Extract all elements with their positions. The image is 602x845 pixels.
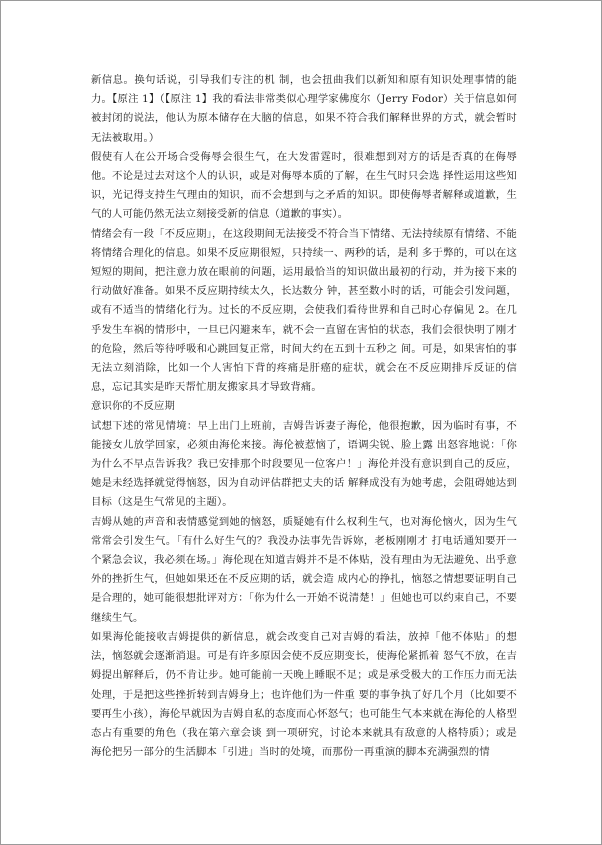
paragraph-insult-anger: 假使有人在公开场合受侮辱会很生气，在大发雷霆时，很难想到对方的话是否真的在侮辱他。不论是过去对这个人的认识，或是对侮辱本质的了解，在生气时只会选 择性运用这些知识，光记得支持生气理由的知识，而不会想到与之矛盾的知识。即使侮辱者解释或道歉，生气的人可能仍然无法立刻接受新的信息（道歉的事实）。 <box>91 150 517 221</box>
paragraph-scenario: 试想下述的常见情境：早上出门上班前，吉姆告诉妻子海伦，他很抱歉，因为临时有事，不能接女儿放学回家，必须由海伦来接。海伦被惹恼了，语调尖锐、脸上露 出怒容地说：「你为什么不早点告诉我？我已安排那个时段要见一位客户！」海伦并没有意识到自己的反应，她是未经选择就觉得恼怒，因为自动评估群把丈夫的话 解释成没有为她考虑，会阻碍她达到目标（这是生气常见的主题）。 <box>91 419 517 509</box>
document-body <box>91 71 517 762</box>
section-heading: 意识你的不反应期 <box>91 400 175 413</box>
paragraph-info-distortion: 新信息。换句话说，引导我们专注的机 制，也会扭曲我们以新知和原有知识处理事情的能力。【原注 1】（【原注 1】我的看法非常类似心理学家佛度尔（Jerry Fodor）关于信息如何被封闭的说法，他认为原本储存在大脑的信息，如果不符合我们解释世界的方式，就会暂时无法被取用。） <box>91 74 517 144</box>
paragraph-refractory-period: 情绪会有一段「不反应期」，在这段期间无法接受不符合当下情绪、无法持续原有情绪、不能将情绪合理化的信息。如果不反应期很短，只持续一、两秒的话，是利 多于弊的，可以在这短短的期间，把注意力放在眼前的问题，运用最恰当的知识做出最初的行动，并为接下来的行动做好准备。如果不反应期持续太久，长达数分 钟，甚至数小时的话，可能会引发问题，或有不适当的情绪化行为。过长的不反应期，会使我们看待世界和自己时心存偏见 2。在几乎发生车祸的情形中，一旦已闪避来车，就不会一直留在害怕的状态，我们会很快明了刚才的危险，然后等待呼吸和心跳回复正常，时间大约在五到十五秒之 间。可是，如果害怕的事无法立刻消除，比如一个人害怕下背的疼痛是肝癌的症状，就会在不反应期排斥反证的信息，忘记其实是昨天帮忙朋友搬家具才导致背痛。 <box>91 227 517 394</box>
paragraph-helen-new-info: 如果海伦能接收吉姆提供的新信息，就会改变自己对吉姆的看法，放掉「他不体贴」的想法，恼怒就会逐渐消退。可是有许多原因会使不反应期变长，使海伦紧抓着 怒气不放，在吉姆提出解释后，仍不肯让步。她可能前一天晚上睡眠不足；或是承受极大的工作压力而无法处理，于是把这些挫折转到吉姆身上；也许他们为一件重 要的事争执了好几个月（比如要不要再生小孩），海伦早就因为吉姆自私的态度而心怀怒气；也可能生气本来就在海伦的人格型态占有重要的角色（我在第六章会谈 到一项研究，讨论本来就具有敌意的人格特质）；或是海伦把另一部分的生活脚本「引进」当时的处境，而那份一再重演的脚本充满强烈的情 <box>91 630 517 759</box>
paragraph-jim-response: 吉姆从她的声音和表情感觉到她的恼怒，质疑她有什么权利生气，也对海伦恼火，因为生气常常会引发生气。「有什么好生气的？我没办法事先告诉妳，老板刚刚才 打电话通知要开一个紧急会议，我必须在场。」海伦现在知道吉姆并不是不体贴，没有理由为无法避免、出乎意外的挫折生气，但她如果还在不反应期的话，就会造 成内心的挣扎，恼怒之情想要证明自己是合理的，她可能很想批评对方：「你为什么一开始不说清楚！」但她也可以约束自己，不要继续生气。 <box>91 515 517 624</box>
